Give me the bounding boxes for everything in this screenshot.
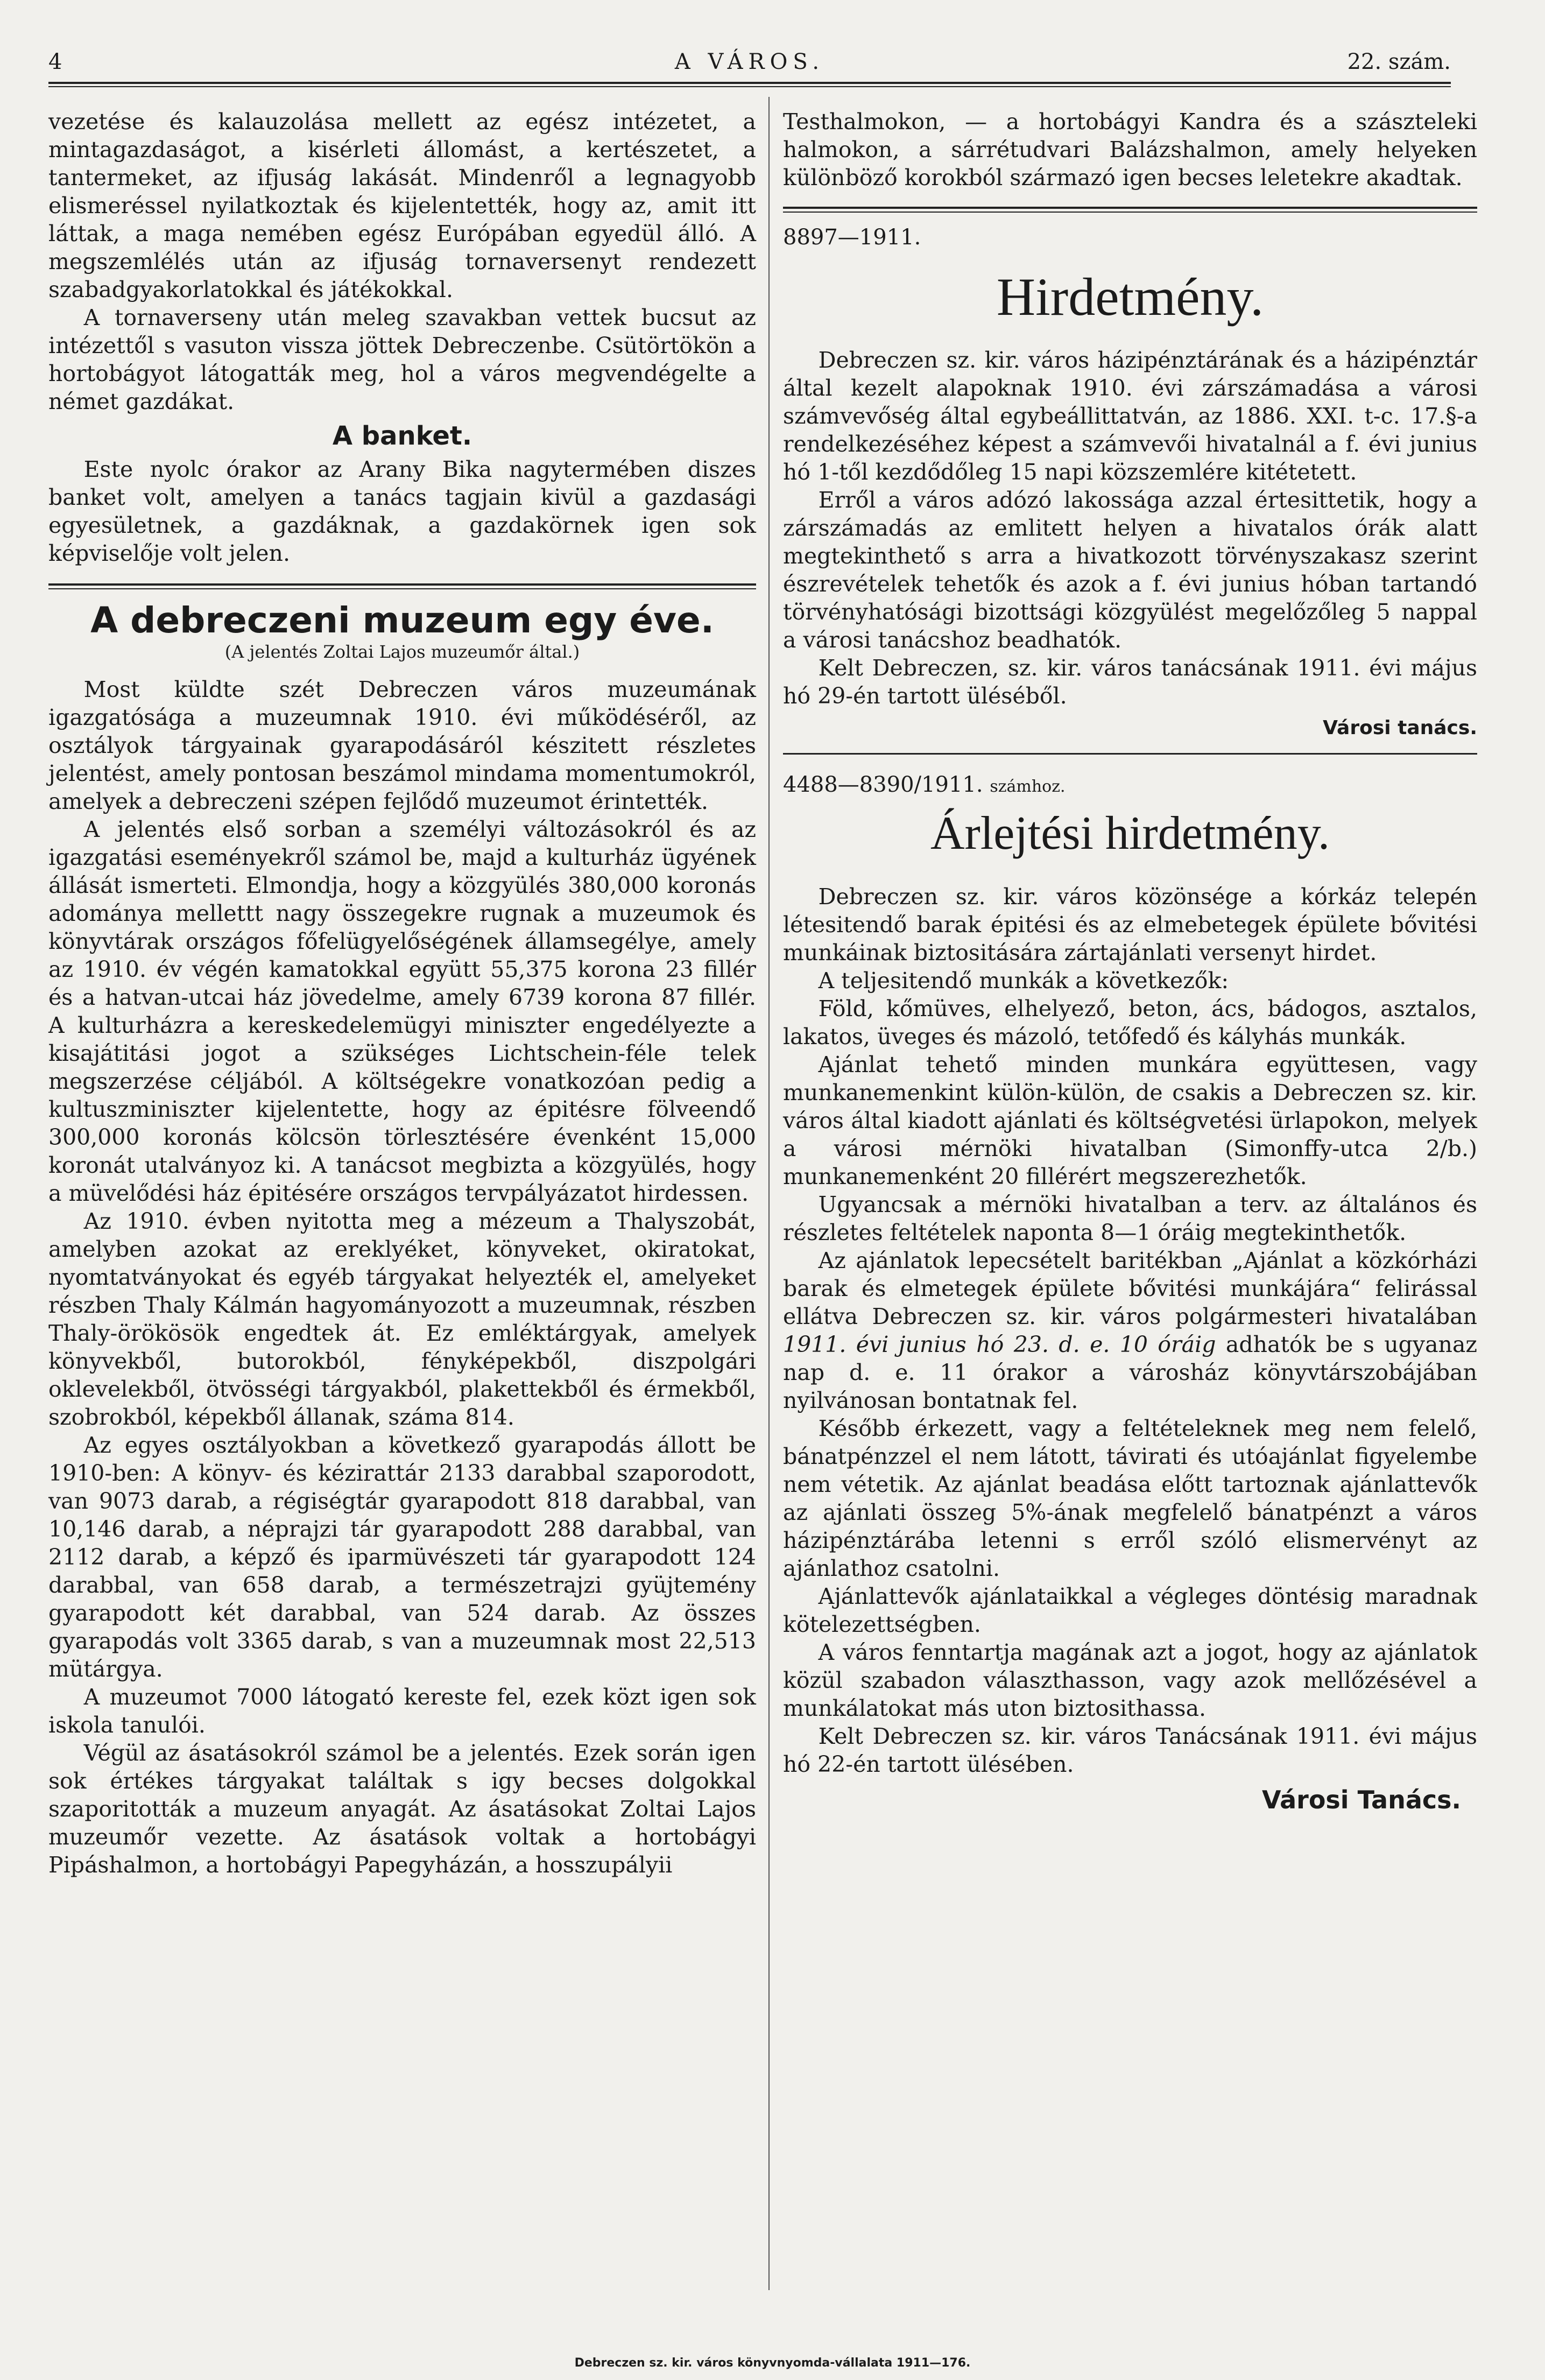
deadline-text: Az ajánlatok lepecsételt baritékban „Ajánlat a közkórházi barak és elmetegek épülete bővitési munkájára“ felirással ellátva Debreczen sz. kir. város polgármesteri hivatalában bbox=[783, 1248, 1477, 1329]
paragraph: Kelt Debreczen, sz. kir. város tanácsának 1911. évi május hó 29-én tartott üléséből. bbox=[783, 655, 1477, 709]
paragraph: Erről a város adózó lakossága azzal értesittetik, hogy a zárszámadás az emlitett helyen a hivatalos órák alatt megtekinthető s arra a hivatkozott törvényszakasz szerint észrevételek tehetők és azok a f. évi junius hóban tartandó törvényhatósági bizottsági közgyülést megelőzőleg 5 nappal a városi tanácshoz beadhatók. bbox=[783, 487, 1477, 653]
header-rule bbox=[48, 82, 1451, 84]
paragraph: A város fenntartja magának azt a jogot, hogy az ajánlatok közül szabadon választhasson, vagy azok mellőzésével a munkálatokat más uton biztosithassa. bbox=[783, 1639, 1477, 1721]
deadline-text-end: adhatók be s ugyanaz nap d. e. 11 órakor a városház könyvtárszobájában nyilvánosan bontatnak fel. bbox=[783, 1332, 1477, 1413]
paragraph: Az 1910. évben nyitotta meg a mézeum a Thalyszobát, amelyben azokat az ereklyéket, könyveket, okiratokat, nyomtatványokat és egyéb tárgyakat helyezték el, amelyeket részben Thaly Kálmán hagyományozott a muzeumnak, részben Thaly-örökösök engedtek át. Ez emléktárgyak, amelyek könyvekből, butorokból, fényképekből, diszpolgári oklevelekből, ötvösségi tárgyakból, plakettekből és érmekből, szobrokból, képekből állanak, száma 814. bbox=[48, 1208, 756, 1430]
reference-number-value: 4488—8390/1911. bbox=[783, 772, 983, 797]
section-rule bbox=[783, 207, 1477, 209]
banket-heading: A banket. bbox=[332, 421, 472, 451]
issue-number: 22. szám. bbox=[1347, 50, 1451, 74]
column-divider bbox=[768, 97, 770, 2290]
paragraph: A tornaverseny után meleg szavakban vettek bucsut az intézettől s vasuton vissza jöttek Debreczenbe. Csütörtökön a hortobágyot látogatták meg, hol a város megvendégelte a német gazdákat. bbox=[48, 305, 756, 414]
section-rule-thin bbox=[783, 212, 1477, 213]
reference-number: 8897—1911. bbox=[783, 225, 921, 250]
signature: Városi tanács. bbox=[1323, 717, 1477, 739]
paragraph: Föld, kőmüves, elhelyező, beton, ács, bádogos, asztalos, lakatos, üveges és mázoló, tetőfedő és kályhás munkák. bbox=[783, 996, 1477, 1050]
paragraph: Kelt Debreczen sz. kir. város Tanácsának 1911. évi május hó 22-én tartott ülésében. bbox=[783, 1723, 1477, 1777]
section-rule bbox=[783, 753, 1477, 755]
header-rule-thin bbox=[48, 86, 1451, 87]
right-column bbox=[783, 108, 1477, 1814]
section-rule bbox=[48, 583, 756, 586]
left-column bbox=[48, 108, 756, 1879]
paragraph: vezetése és kalauzolása mellett az egész intézetet, a mintagazdaságot, a kisérleti állomást, a kertészetet, a tantermeket, az ifjuság lakását. Mindenről a legnagyobb elismeréssel nyilatkoztak és kijelentették, hogy az, amit itt láttak, a maga nemében egész Európában egyedül álló. A megszemlélés után az ifjuság tornaversenyt rendezett szabadgyakorlatokkal és játékokkal. bbox=[48, 109, 756, 302]
paragraph: Végül az ásatásokról számol be a jelentés. Ezek során igen sok értékes tárgyakat találtak s igy becses dolgokkal szaporitották a muzeum anyagát. Az ásatásokat Zoltai Lajos muzeumőr vezette. Az ásatások voltak a hortobágyi Pipáshalmon, a hortobágyi Papegyházán, a hosszupályii bbox=[48, 1740, 756, 1878]
paragraph: Este nyolc órakor az Arany Bika nagytermében diszes banket volt, amelyen a tanács tagjain kivül a gazdasági egyesületnek, a gazdáknak, a gazdakörnek igen sok képviselője volt jelen. bbox=[48, 456, 756, 566]
reference-number bbox=[783, 771, 1477, 801]
paragraph: A teljesitendő munkák a következők: bbox=[818, 968, 1229, 994]
paragraph bbox=[783, 1247, 1477, 1414]
section-rule-thin bbox=[48, 588, 756, 589]
paragraph: Ugyancsak a mérnöki hivatalban a terv. az általános és részletes feltételek naponta 8—1 óráig megtekinthetők. bbox=[783, 1192, 1477, 1245]
page-number: 4 bbox=[48, 50, 62, 74]
paragraph: Testhalmokon, — a hortobágyi Kandra és a szászteleki halmokon, a sárrétudvari Balázshalmon, amely helyeken különböző korokból származó igen becses leletekre akadtak. bbox=[783, 109, 1477, 191]
hirdetmeny-title: Hirdetmény. bbox=[996, 267, 1264, 327]
printer-footer: Debreczen sz. kir. város könyvnyomda-vállalata 1911—176. bbox=[574, 2356, 971, 2370]
paragraph: A muzeumot 7000 látogató kereste fel, ezek közt igen sok iskola tanulói. bbox=[48, 1684, 756, 1738]
paragraph: A jelentés első sorban a személyi változásokról és az igazgatási eseményekről számol be, majd a kulturház ügyének állását ismerteti. Elmondja, hogy a közgyülés 380,000 koronás adománya mellettt nagy összegekre rugnak a muzeumok és könyvtárak országos főfelügyelőségének államsegélye, amely az 1910. év végén kamatokkal együtt 55,375 korona 23 fillér és a hatvan-utcai ház jövedelme, amely 6739 korona 87 fillér. A kulturházra a kereskedelemügyi miniszter engedélyezte a kisajátitási jogot a szükséges Lichtschein-féle telek megszerzése céljából. A költségekre vonatkozóan pedig a kultuszminiszter kijelentette, hogy az épitésre fölveendő 300,000 koronás kölcsön törlesztésére évenként 15,000 koronát utalványoz ki. A tanácsot megbizta a közgyülés, hogy a müvelődési ház épitésére országos tervpályázatot hirdessen. bbox=[48, 816, 756, 1206]
signature: Városi Tanács. bbox=[1262, 1785, 1461, 1814]
deadline-date: 1911. évi junius hó 23. d. e. 10 óráig bbox=[783, 1332, 1216, 1357]
paragraph: Ajánlattevők ajánlataikkal a végleges döntésig maradnak kötelezettségben. bbox=[783, 1583, 1477, 1637]
reference-number-suffix: számhoz. bbox=[990, 777, 1066, 796]
newspaper-title: A VÁROS. bbox=[674, 50, 825, 74]
paragraph: Debreczen sz. kir. város közönsége a kórkáz telepén létesitendő barak épitési és az elmebetegek épülete bővitési munkáinak biztositására zártajánlati versenyt hirdet. bbox=[783, 884, 1477, 966]
paragraph: Most küldte szét Debreczen város muzeumának igazgatósága a muzeumnak 1910. évi működéséről, az osztályok tárgyainak gyarapodásáról készitett részletes jelentést, amely pontosan beszámol mindama momentumokról, amelyek a debreczeni szépen fejlődő muzeumot érintették. bbox=[48, 677, 756, 814]
paragraph: Ajánlat tehető minden munkára együttesen, vagy munkanemenkint külön-külön, de csakis a Debreczen sz. kir. város által kiadott ajánlati és költségvetési ürlapokon, melyek a városi mérnöki hivatalban (Simonffy-utca 2/b.) munkanemenként 20 fillérért megszerezhetők. bbox=[783, 1052, 1477, 1189]
muzeum-subheading: (A jelentés Zoltai Lajos muzeumőr által.) bbox=[224, 642, 580, 662]
page-header bbox=[48, 50, 1451, 82]
arlejtesi-title: Árlejtési hirdetmény. bbox=[930, 807, 1330, 860]
paragraph: Később érkezett, vagy a feltételeknek meg nem felelő, bánatpénzzel el nem látott, távirati és utóajánlat figyelembe nem vétetik. Az ajánlat beadása előtt tartoznak ajánlattevők az ajánlati összeg 5%-ának megfelelő bánatpénzt a város házipénztárába letenni s erről szóló elismervényt az ajánlathoz csatolni. bbox=[783, 1416, 1477, 1581]
paragraph: Az egyes osztályokban a következő gyarapodás állott be 1910-ben: A könyv- és kézirattár 2133 darabbal szaporodott, van 9073 darab, a régiségtár gyarapodott 818 darabbal, van 10,146 darab, a néprajzi tár gyarapodott 288 darabbal, van 2112 darab, a képző és iparmüvészeti tár gyarapodott 124 darabbal, van 658 darab, a természetrajzi gyüjtemény gyarapodott két darabbal, van 524 darab. Az összes gyarapodás volt 3365 darab, s van a muzeumnak most 22,513 mütárgya. bbox=[48, 1432, 756, 1682]
muzeum-heading: A debreczeni muzeum egy éve. bbox=[90, 600, 714, 641]
paragraph: Debreczen sz. kir. város házipénztárának és a házipénztár által kezelt alapoknak 1910. évi zárszámadása a városi számvevőség által egybeállittatván, az 1886. XXI. t-c. 17.§-a rendelkezéséhez képest a számvevői hivatalnál a f. évi junius hó 1-től kezdődőleg 15 napi közszemlére kitétetett. bbox=[783, 347, 1477, 485]
